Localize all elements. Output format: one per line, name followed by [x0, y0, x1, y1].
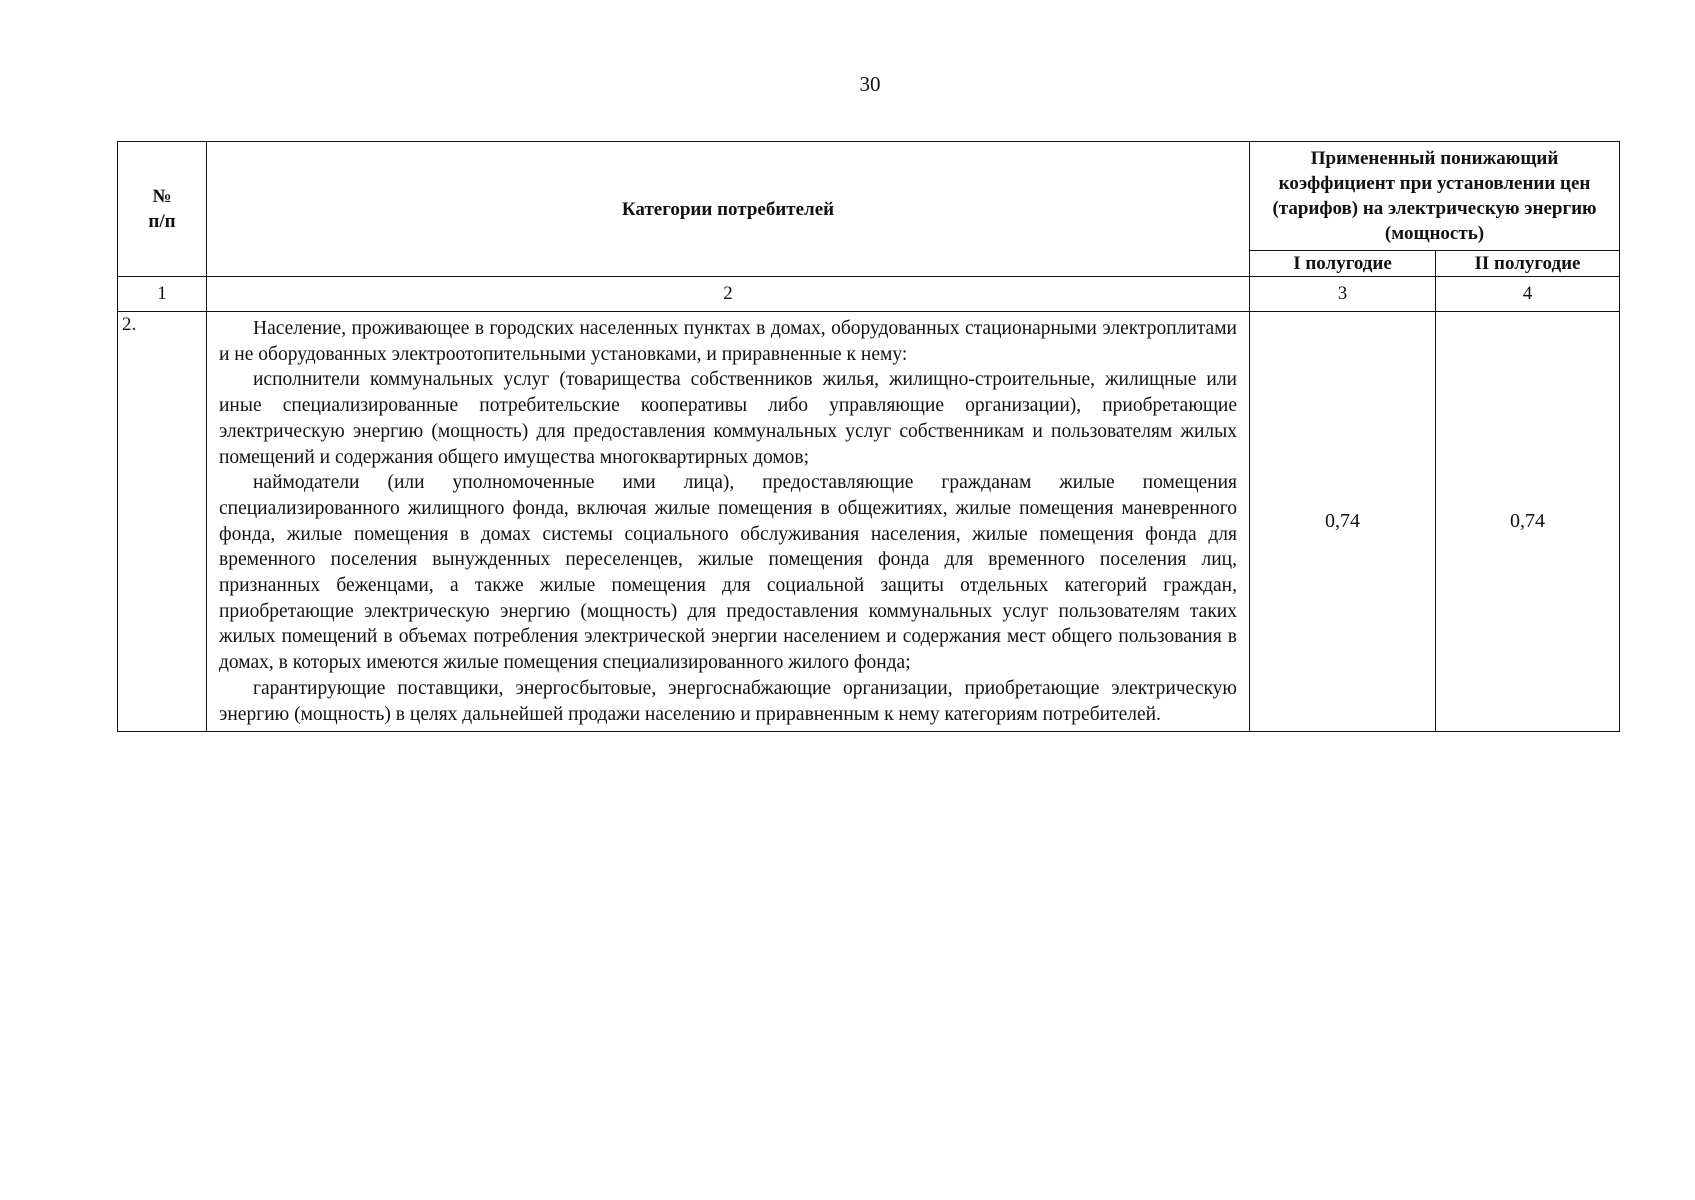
- category-description: [207, 312, 1250, 732]
- index-cell: 1: [118, 277, 207, 312]
- header-category: Категории потребителей: [207, 142, 1250, 277]
- tariff-table: [117, 141, 1620, 732]
- row-number: 2.: [118, 312, 207, 732]
- coefficient-half1: 0,74: [1250, 312, 1436, 732]
- header-coefficient: Примененный понижающий коэффициент при установлении цен (тарифов) на электрическую энергию (мощность): [1250, 142, 1620, 251]
- description-paragraph: Население, проживающее в городских населенных пунктах в домах, оборудованных стационарными электроплитами и не оборудованных электроотопительными установками, и приравненные к нему:: [219, 318, 1237, 365]
- index-cell: 4: [1436, 277, 1620, 312]
- index-cell: 3: [1250, 277, 1436, 312]
- index-row: [118, 277, 1620, 312]
- description-paragraph: наймодатели (или уполномоченные ими лица), предоставляющие гражданам жилые помещения специализированного жилищного фонда, включая жилые помещения в общежитиях, жилые помещения маневренного фонда, жилые помещения в домах системы социального обслуживания населения, жилые помещения фонда для временного поселения вынужденных переселенцев, жилые помещения фонда для временного поселения лиц, признанных беженцами, а также жилые помещения для социальной защиты отдельных категорий граждан, приобретающие электрическую энергию (мощность) для предоставления коммунальных услуг пользователям таких жилых помещений в объемах потребления электрической энергии населением и содержания мест общего пользования в домах, в которых имеются жилые помещения специализированного жилого фонда;: [219, 472, 1237, 674]
- description-paragraph: гарантирующие поставщики, энергосбытовые, энергоснабжающие организации, приобретающие электрическую энергию (мощность) в целях дальнейшей продажи населению и приравненным к нему категориям потребителей.: [219, 677, 1237, 725]
- header-half2: II полугодие: [1436, 251, 1620, 277]
- description-paragraph: исполнители коммунальных услуг (товарищества собственников жилья, жилищно-строительные, жилищные или иные специализированные потребительские кооперативы либо управляющие организации), приобретающие электрическую энергию (мощность) для предоставления коммунальных услуг собственникам и пользователям жилых помещений и содержания общего имущества многоквартирных домов;: [219, 369, 1237, 468]
- index-cell: 2: [207, 277, 1250, 312]
- coefficient-half2: 0,74: [1436, 312, 1620, 732]
- header-half1: I полугодие: [1250, 251, 1436, 277]
- table-row: [118, 312, 1620, 732]
- page-number: 30: [859, 72, 881, 96]
- header-num: № п/п: [118, 142, 207, 277]
- header-row: [118, 142, 1620, 251]
